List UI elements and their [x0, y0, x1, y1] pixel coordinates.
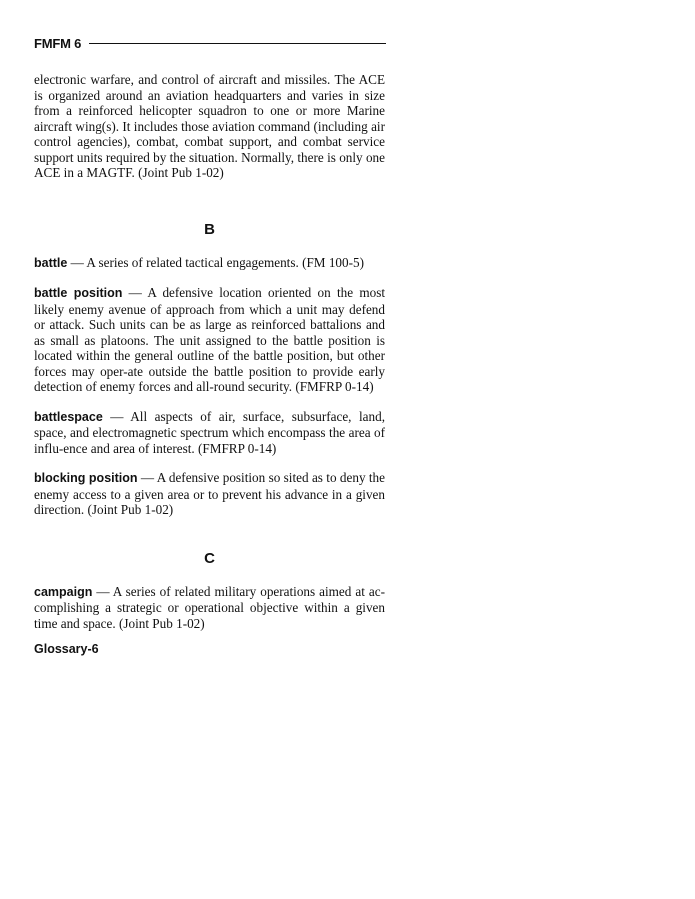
header-label: FMFM 6 — [34, 35, 82, 51]
glossary-entry-campaign — [34, 584, 385, 632]
glossary-definition: — A series of related tactical engagements. (FM 100-5) — [67, 254, 364, 270]
glossary-content — [34, 72, 385, 645]
section-letter: C — [204, 549, 215, 567]
glossary-entry-blocking-position — [34, 470, 385, 518]
glossary-term: battlespace — [34, 409, 103, 424]
header-rule — [89, 43, 386, 44]
section-b — [34, 221, 385, 518]
page-number-footer: Glossary-6 — [34, 642, 99, 656]
glossary-term: battle position — [34, 286, 123, 300]
glossary-definition: — A defensive position so sited as to deny the enemy access to a given area or to prevent his advance in a given direction. (Joint Pub 1-02) — [34, 470, 385, 517]
glossary-entry-battlespace — [34, 409, 385, 457]
intro-paragraph: electronic warfare, and control of aircraft and missiles. The ACE is organized around an aviation headquarters and varies in size from a reinforced helicopter squadron to one or more Marine aircraft wing(s). It includes those aviation command (including air control agencies), combat, combat support, and combat service support units required by the situation. Normally, there is only one ACE in a MAGTF. (Joint Pub 1-02) — [34, 72, 385, 180]
glossary-entry-battle-position — [34, 285, 385, 395]
running-header — [34, 34, 386, 52]
glossary-definition: — A series of related military operations aimed at ac-complishing a strategic or operational objective within a given time and space. (Joint Pub 1-02) — [34, 583, 385, 631]
glossary-definition: — A defensive location oriented on the most likely enemy avenue of approach from which a unit may defend or attack. Such units can be as large as reinforced battalions and as small as platoons. The unit assigned to the battle position is located within the general outline of the battle position, but other forces may oper-ate outside the battle position to provide early detection of enemy forces and all-round security. (FMFRP 0-14) — [34, 285, 385, 394]
glossary-definition: — All aspects of air, surface, subsurface, land, space, and electromagnetic spectrum which encompass the area of influ-ence and area of interest. (FMFRP 0-14) — [34, 408, 385, 456]
glossary-term: battle — [34, 255, 68, 270]
section-c — [34, 550, 385, 632]
glossary-term: blocking position — [34, 471, 138, 485]
glossary-entry-battle — [34, 255, 385, 272]
section-letter: B — [204, 220, 215, 238]
glossary-term: campaign — [34, 584, 93, 599]
